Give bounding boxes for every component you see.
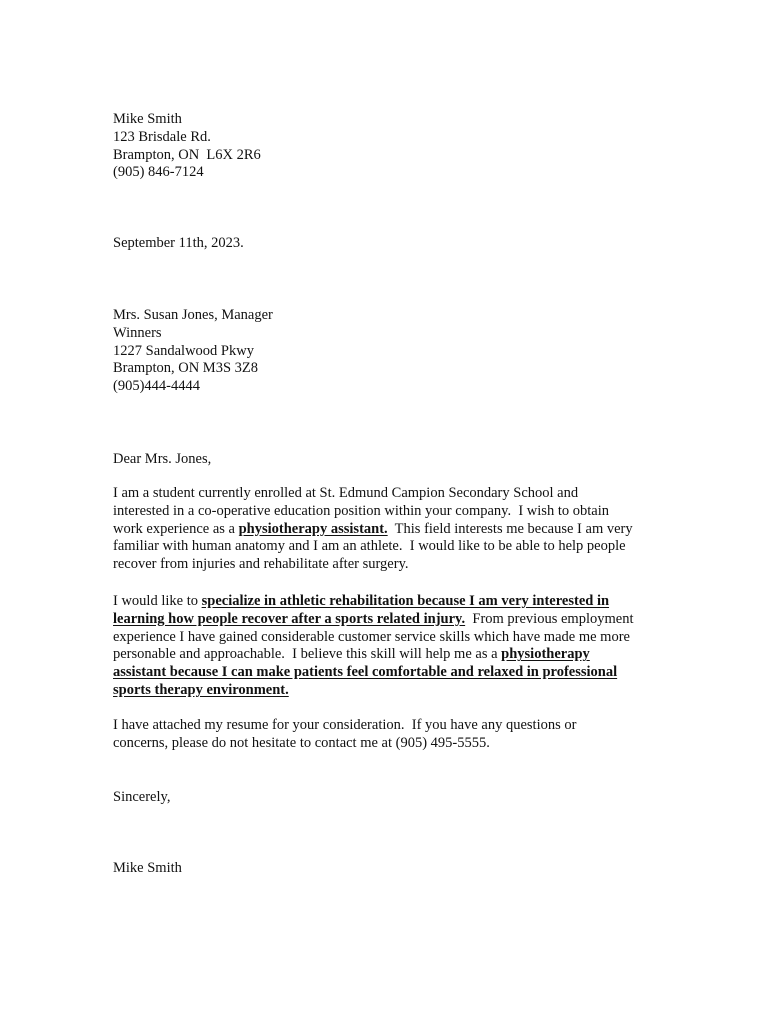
salutation-block [113,451,673,469]
sender-city: Brampton, ON L6X 2R6 [113,146,261,163]
body-text: From previous employment [465,610,634,627]
signature-name: Mike Smith [113,860,182,876]
body-line [113,646,673,664]
body-line [113,503,673,521]
body-line [113,629,673,647]
recipient-company: Winners [113,324,162,341]
body-text: This field interests me because I am very [387,520,633,537]
emphasized-text: learning how people recover after a sports related injury. [113,610,466,627]
recipient-block [113,307,673,396]
recipient-city: Brampton, ON M3S 3Z8 [113,360,258,377]
recipient-name-title: Mrs. Susan Jones, Manager [113,307,273,323]
sender-address: 123 Brisdale Rd. [113,128,211,145]
body-line [113,682,673,700]
body-paragraph-2 [113,593,673,700]
signature-block [113,860,673,878]
body-line [113,611,673,629]
emphasized-text: physiotherapy [501,646,590,663]
body-text: experience I have gained considerable customer service skills which have made me more [113,628,630,645]
emphasized-text: specialize in athletic rehabilitation because I am very interested in [201,593,610,609]
body-text: I am a student currently enrolled at St. Edmund Campion Secondary School and [113,485,579,501]
body-text: familiar with human anatomy and I am an athlete. I would like to be able to help people [113,538,626,555]
body-text: recover from injuries and rehabilitate after surgery. [113,556,409,573]
salutation: Dear Mrs. Jones, [113,451,212,467]
body-text: work experience as a [113,520,239,537]
body-paragraph-3 [113,717,673,753]
date-block [113,235,673,253]
body-text: I have attached my resume for your consideration. If you have any questions or [113,717,577,733]
emphasized-text: sports therapy environment. [113,681,289,698]
body-text: I would like to [113,593,202,609]
emphasized-text: assistant because I can make patients feel comfortable and relaxed in professional [113,664,618,681]
sender-block [113,111,673,182]
body-paragraph-1 [113,485,673,574]
body-text: personable and approachable. I believe this skill will help me as a [113,646,502,663]
emphasized-text: physiotherapy assistant. [238,520,388,537]
recipient-address: 1227 Sandalwood Pkwy [113,342,254,359]
sender-phone: (905) 846-7124 [113,164,204,181]
body-line [113,735,673,753]
sender-name: Mike Smith [113,111,182,127]
body-line [113,538,673,556]
body-line [113,521,673,539]
body-text: interested in a co-operative education position within your company. I wish to obtain [113,502,609,519]
body-text: concerns, please do not hesitate to contact me at (905) 495-5555. [113,734,490,751]
closing-block [113,789,673,807]
body-line [113,485,673,503]
body-line [113,593,673,611]
body-line [113,664,673,682]
letter-date: September 11th, 2023. [113,235,244,251]
recipient-phone: (905)444-4444 [113,378,200,395]
body-line [113,556,673,574]
body-line [113,717,673,735]
closing: Sincerely, [113,789,171,805]
